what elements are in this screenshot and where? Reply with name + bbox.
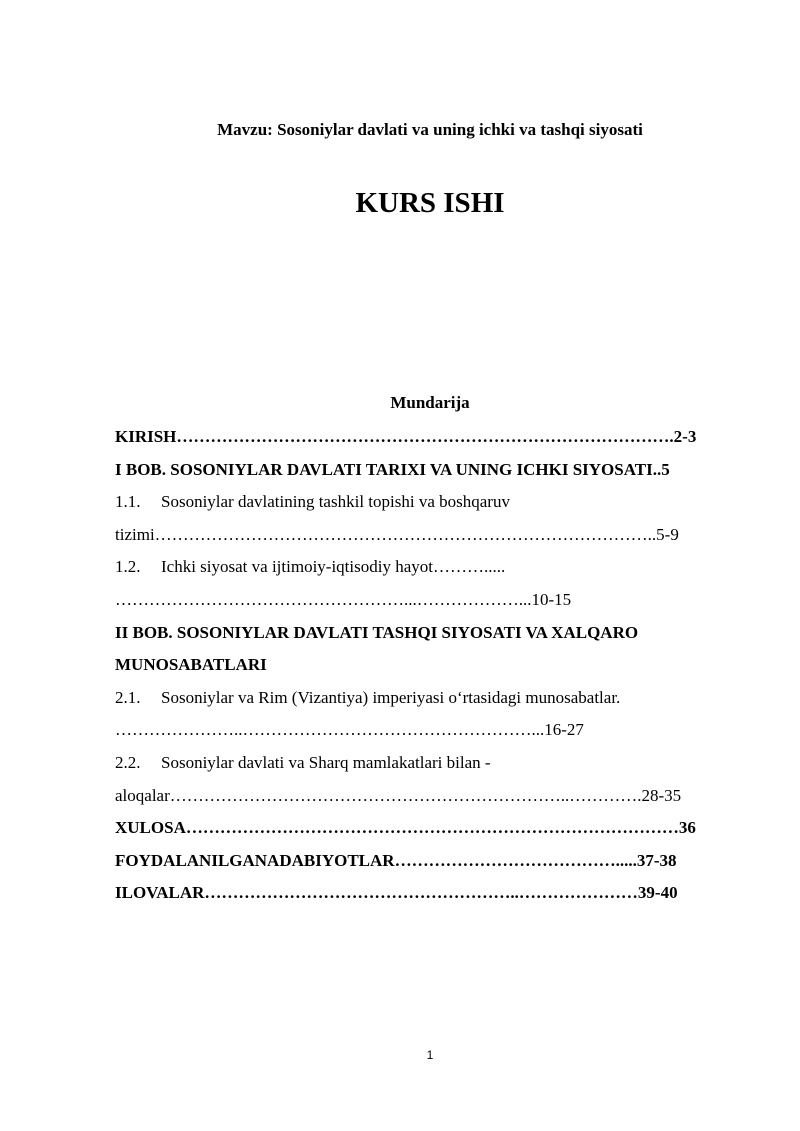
document-subject: Mavzu: Sosoniylar davlati va uning ichki va tashqi siyosati (217, 120, 643, 139)
toc-entry-chapter-2-cont (115, 652, 745, 685)
toc-entry-section-1-2 (115, 554, 745, 587)
toc-entry-section-2-2 (115, 750, 745, 783)
toc-entry-text: I BOB. SOSONIYLAR DAVLATI TARIXI VA UNING ICHKI SIYOSATI..5 (115, 459, 670, 479)
toc-entry-chapter-2 (115, 620, 745, 653)
toc-entry-text: XULOSA……………………………………………………………………………36 (115, 818, 696, 838)
toc-entry-text: …………………..……………………………………………...16-27 (115, 720, 584, 740)
toc-entry-section-1-1-cont (115, 522, 745, 555)
toc-entry-chapter-1 (115, 457, 745, 490)
toc-entry-text: KIRISH…………………………………………………………………………….2-3 (115, 427, 697, 446)
table-of-contents (115, 424, 745, 913)
toc-entry-text: II BOB. SOSONIYLAR DAVLATI TASHQI SIYOSATI VA XALQARO (115, 622, 639, 642)
toc-entry-section-2-1-cont (115, 717, 745, 750)
toc-section-number: 2.2. (115, 752, 141, 772)
toc-entry-text: Sosoniylar davlatining tashkil topishi va boshqaruv (161, 492, 510, 512)
toc-entry-text: tizimi……………………………………………………………………………..5-9 (115, 524, 679, 544)
toc-title: Mundarija (390, 393, 470, 412)
page-number: 1 (426, 1048, 434, 1062)
toc-entry-kirish (115, 424, 745, 457)
toc-entry-text: Ichki siyosat va ijtimoiy-iqtisodiy hayot………..... (161, 557, 506, 577)
toc-entry-section-2-2-cont (115, 783, 745, 816)
toc-entry-text: aloqalar……………………………………………………………..………….28-35 (115, 785, 682, 805)
document-type-title: KURS ISHI (355, 187, 505, 219)
toc-entry-section-1-2-cont (115, 587, 745, 620)
toc-section-number: 2.1. (115, 687, 141, 707)
toc-entry-section-1-1 (115, 489, 745, 522)
toc-section-number: 1.2. (115, 557, 141, 577)
toc-entry-text: ILOVALAR………………………………………………..…………………39-40 (115, 883, 678, 903)
toc-entry-section-2-1 (115, 685, 745, 718)
toc-section-number: 1.1. (115, 492, 141, 512)
toc-entry-text: ……………………………………………...………………...10-15 (115, 589, 572, 609)
toc-entry-text: MUNOSABATLARI (115, 655, 267, 675)
toc-entry-text: FOYDALANILGANADABIYOTLAR………………………………….....37-38 (115, 850, 677, 870)
toc-entry-appendices (115, 880, 745, 913)
toc-entry-xulosa (115, 815, 745, 848)
toc-entry-text: Sosoniylar davlati va Sharq mamlakatlari bilan - (161, 752, 491, 772)
toc-entry-bibliography (115, 848, 745, 881)
toc-entry-text: Sosoniylar va Rim (Vizantiya) imperiyasi oʻrtasidagi munosabatlar. (161, 687, 621, 707)
